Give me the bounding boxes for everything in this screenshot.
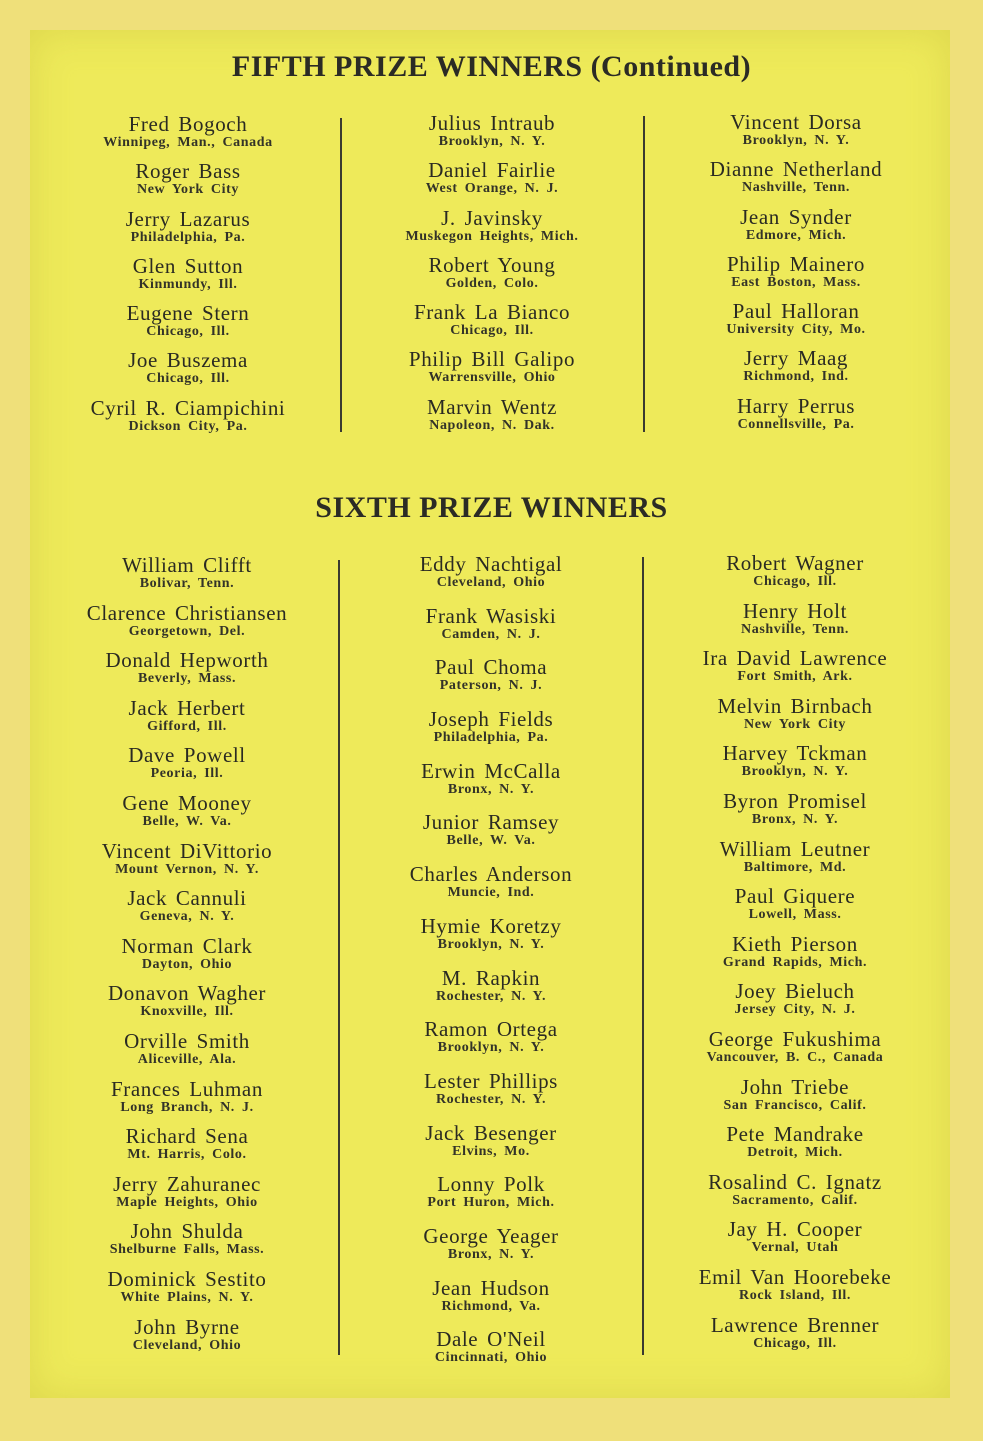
winner-entry [645,1266,945,1314]
winner-name: Kieth Pierson [732,931,858,956]
winner-location: Chicago, Ill. [146,371,230,387]
winner-location: Elvins, Mo. [452,1143,530,1159]
winner-name: Harry Perrus [736,393,856,418]
winner-entry [645,838,945,886]
winner-entry [645,885,945,933]
winner-location: West Orange, N. J. [425,181,559,197]
winner-entry [37,1173,337,1221]
winner-entry [38,397,338,444]
winner-entry [646,395,946,442]
winners-column [37,554,337,1363]
winner-entry [645,1028,945,1076]
winner-location: White Plains, N. Y. [120,1289,254,1305]
winner-entry [341,863,641,915]
winner-entry [645,1314,945,1362]
winners-column [38,113,338,444]
winner-name: Roger Bass [135,159,241,184]
winner-location: Kinmundy, Ill. [138,276,238,292]
winner-entry [38,160,338,207]
winner-location: Knoxville, Ill. [140,1004,234,1020]
winner-location: Paterson, N. J. [439,678,543,694]
winner-location: Richmond, Va. [441,1298,541,1314]
winner-name: Jack Besenger [425,1120,557,1145]
winner-location: Nashville, Tenn. [742,180,850,196]
winner-location: Beverly, Mass. [137,671,237,687]
winner-name: Jean Hudson [432,1275,550,1300]
winner-name: Dave Powell [128,743,246,768]
winner-name: Philip Bill Galipo [408,347,576,372]
winner-name: Orville Smith [124,1028,250,1053]
sixth-prize-title: SIXTH PRIZE WINNERS [315,491,668,524]
winner-entry [645,1076,945,1124]
winner-name: Frances Luhman [111,1076,263,1101]
winner-entry [341,915,641,967]
winner-entry [37,1268,337,1316]
winner-location: Grand Rapids, Mich. [722,954,868,970]
winner-location: Nashville, Tenn. [741,621,849,637]
winner-location: Brooklyn, N. Y. [437,936,545,952]
winner-entry [37,602,337,650]
winner-location: Philadelphia, Pa. [130,229,246,245]
winner-location: Brooklyn, N. Y. [437,1040,545,1056]
winner-location: Detroit, Mich. [747,1145,843,1161]
winner-name: Charles Anderson [409,862,573,887]
winner-name: Norman Clark [121,933,253,958]
winner-entry [341,1018,641,1070]
winner-name: William Leutner [719,836,871,861]
winner-name: Jean Synder [740,204,852,229]
winner-name: Marvin Wentz [426,394,557,419]
winner-location: Bronx, N. Y. [447,781,535,797]
winner-location: Maple Heights, Ohio [116,1194,258,1210]
winner-entry [341,1173,641,1225]
winner-location: Philadelphia, Pa. [433,730,549,746]
winner-name: Hymie Koretzy [420,913,562,938]
winner-entry [341,811,641,863]
winner-entry [38,255,338,302]
winner-location: Shelburne Falls, Mass. [109,1242,265,1258]
winner-location: Mt. Harris, Colo. [127,1147,247,1163]
winner-name: Henry Holt [742,598,848,623]
winner-location: Peoria, Ill. [150,766,224,782]
winner-name: Vincent DiVittorio [101,838,273,863]
winner-location: Sacramento, Calif. [732,1192,858,1208]
winner-name: Eugene Stern [126,301,250,326]
winner-entry [646,206,946,253]
winner-name: Robert Young [428,252,556,277]
winner-entry [38,113,338,160]
winner-entry [645,647,945,695]
winner-location: East Boston, Mass. [731,274,861,290]
winner-entry [37,1125,337,1173]
winner-entry [37,697,337,745]
winner-location: Connellsville, Pa. [737,416,855,432]
winner-entry [37,554,337,602]
column-divider [338,560,340,1355]
winner-location: Long Branch, N. J. [120,1099,254,1115]
winner-location: Richmond, Ind. [743,369,849,385]
winner-entry [341,1328,641,1380]
winner-location: University City, Mo. [726,322,866,338]
winner-entry [645,933,945,981]
winner-name: Clarence Christiansen [86,600,288,625]
winner-entry [37,792,337,840]
winner-name: Julius Intraub [428,111,556,135]
winner-location: Muskegon Heights, Mich. [405,228,579,244]
winners-column [645,552,945,1361]
winner-name: Melvin Birnbach [717,693,873,718]
winner-location: Fort Smith, Ark. [737,669,853,685]
winner-name: Paul Giquere [734,884,856,909]
winner-entry [37,935,337,983]
winners-column [341,553,641,1380]
winner-name: Frank Wasiski [425,603,557,628]
winner-location: Rochester, N. Y. [435,988,547,1004]
winner-name: J. Javinsky [441,205,543,230]
winner-entry [37,887,337,935]
winner-location: Chicago, Ill. [753,574,837,589]
winner-entry [341,605,641,657]
winner-entry [37,1220,337,1268]
winner-entry [645,695,945,743]
winner-entry [342,301,642,348]
winner-entry [342,348,642,395]
winner-entry [341,1277,641,1329]
winner-name: Jerry Zahuranec [113,1171,261,1196]
winner-name: Philip Mainero [727,251,865,276]
fifth-prize-title: FIFTH PRIZE WINNERS (Continued) [231,50,752,83]
winner-location: Napoleon, N. Dak. [429,417,555,433]
winner-location: Dickson City, Pa. [128,418,248,434]
winner-location: Cincinnati, Ohio [434,1350,548,1366]
winner-name: George Yeager [423,1223,559,1248]
winner-entry [37,1316,337,1364]
winner-entry [645,1123,945,1171]
winner-location: Chicago, Ill. [146,324,230,340]
winner-entry [341,708,641,760]
winner-entry [341,967,641,1019]
winner-name: Erwin McCalla [421,758,561,783]
winner-location: Chicago, Ill. [753,1335,837,1351]
winners-column [342,112,642,443]
winner-name: Emil Van Hoorebeke [698,1264,892,1289]
winner-location: Bronx, N. Y. [447,1246,535,1262]
winner-entry [37,1078,337,1126]
winner-name: Jack Cannuli [127,886,247,911]
winner-entry [37,744,337,792]
column-divider [340,118,342,432]
winner-name: Dianne Netherland [709,157,883,182]
winner-entry [341,760,641,812]
winner-name: Joseph Fields [428,707,554,732]
winner-entry [37,840,337,888]
winner-entry [645,552,945,600]
winner-location: Rochester, N. Y. [435,1091,547,1107]
winner-name: Donavon Wagher [107,981,267,1006]
winner-name: Paul Halloran [732,299,860,324]
winner-name: Dale O'Neil [436,1327,546,1352]
winner-entry [37,649,337,697]
winner-location: Belle, W. Va. [142,813,232,829]
winner-entry [646,111,946,158]
winner-name: Pete Mandrake [726,1122,864,1147]
winner-name: John Shulda [130,1219,244,1244]
winner-name: Ramon Ortega [424,1017,558,1042]
winner-name: Joe Buszema [128,348,248,373]
winner-entry [646,347,946,394]
winner-entry [342,112,642,159]
winner-entry [37,982,337,1030]
winner-location: Cleveland, Ohio [436,575,546,590]
winner-location: Belle, W. Va. [446,833,536,849]
winner-entry [38,208,338,255]
winner-location: Vernal, Utah [751,1240,839,1256]
winner-location: San Francisco, Calif. [723,1097,867,1113]
winner-location: Edmore, Mich. [745,227,847,243]
winner-location: Port Huron, Mich. [427,1195,555,1211]
winner-name: Rosalind C. Ignatz [708,1169,882,1194]
winner-location: Brooklyn, N. Y. [742,133,850,148]
winners-column [646,111,946,442]
winner-entry [645,742,945,790]
winner-location: Georgetown, Del. [128,623,246,639]
winner-name: George Fukushima [708,1026,882,1051]
winner-name: Frank La Bianco [413,300,571,325]
winner-location: Chicago, Ill. [450,323,534,339]
winner-name: Junior Ramsey [422,810,560,835]
winner-name: Paul Choma [434,655,548,680]
winner-name: Harvey Tckman [722,741,868,766]
winner-entry [341,656,641,708]
winner-location: Gifford, Ill. [147,718,227,734]
winner-location: Jersey City, N. J. [734,1002,856,1018]
winner-location: Brooklyn, N. Y. [741,764,849,780]
winner-name: John Byrne [134,1314,240,1339]
winner-location: Bolivar, Tenn. [139,576,235,591]
winner-location: Cleveland, Ohio [132,1337,242,1353]
winner-entry [342,254,642,301]
winner-entry [341,1070,641,1122]
winner-location: Warrensville, Ohio [428,370,556,386]
winner-name: Lester Phillips [424,1068,558,1093]
winner-location: Mount Vernon, N. Y. [115,861,259,877]
winner-name: Glen Sutton [132,253,244,278]
winner-name: Lonny Polk [437,1172,545,1197]
winner-name: John Triebe [740,1074,850,1099]
winner-location: Dayton, Ohio [141,956,233,972]
winner-location: Vancouver, B. C., Canada [706,1049,884,1065]
winner-entry [645,1218,945,1266]
winner-entry [342,207,642,254]
winner-entry [341,1225,641,1277]
winner-entry [341,553,641,605]
winner-name: Fred Bogoch [128,112,248,136]
winner-location: Bronx, N. Y. [751,811,839,827]
winner-location: Rock Island, Ill. [739,1287,851,1303]
winner-name: Jerry Maag [743,346,849,371]
winner-location: Winnipeg, Man., Canada [103,135,273,150]
winner-location: Camden, N. J. [441,626,541,642]
winner-location: Lowell, Mass. [748,907,842,923]
winner-name: Eddy Nachtigal [419,552,563,576]
winner-entry [342,159,642,206]
winner-location: Geneva, N. Y. [139,909,235,925]
winner-name: Gene Mooney [122,790,252,815]
winner-name: Lawrence Brenner [710,1312,880,1337]
winner-location: New York City [137,182,239,198]
winner-entry [645,600,945,648]
winner-entry [38,302,338,349]
winner-name: Cyril R. Ciampichini [90,395,286,420]
column-divider [643,116,645,432]
winner-location: Golden, Colo. [445,275,539,291]
winner-entry [37,1030,337,1078]
winner-name: Donald Hepworth [105,648,269,673]
winner-name: Jerry Lazarus [125,206,251,231]
winner-location: Brooklyn, N. Y. [438,134,546,149]
winner-name: Jack Herbert [128,695,246,720]
winner-name: Jay H. Cooper [727,1217,863,1242]
winner-entry [342,396,642,443]
winner-location: Muncie, Ind. [447,885,535,901]
winner-name: Ira David Lawrence [702,646,888,671]
winner-entry [646,158,946,205]
winner-entry [645,790,945,838]
winner-location: New York City [744,716,846,732]
winner-entry [341,1122,641,1174]
winner-name: Dominick Sestito [107,1266,267,1291]
winner-name: Richard Sena [125,1124,249,1149]
winner-name: William Clifft [122,553,252,577]
winner-name: Vincent Dorsa [730,110,862,134]
winner-entry [646,253,946,300]
winner-name: Robert Wagner [726,551,864,575]
winner-name: M. Rapkin [441,965,541,990]
winner-name: Daniel Fairlie [428,158,556,183]
winner-name: Byron Promisel [723,788,867,813]
winner-entry [645,980,945,1028]
winner-entry [645,1171,945,1219]
winner-name: Joey Bieluch [735,979,855,1004]
column-divider [642,557,644,1355]
winner-location: Baltimore, Md. [743,859,847,875]
winner-entry [38,349,338,396]
winner-entry [646,300,946,347]
winner-location: Aliceville, Ala. [137,1051,237,1067]
